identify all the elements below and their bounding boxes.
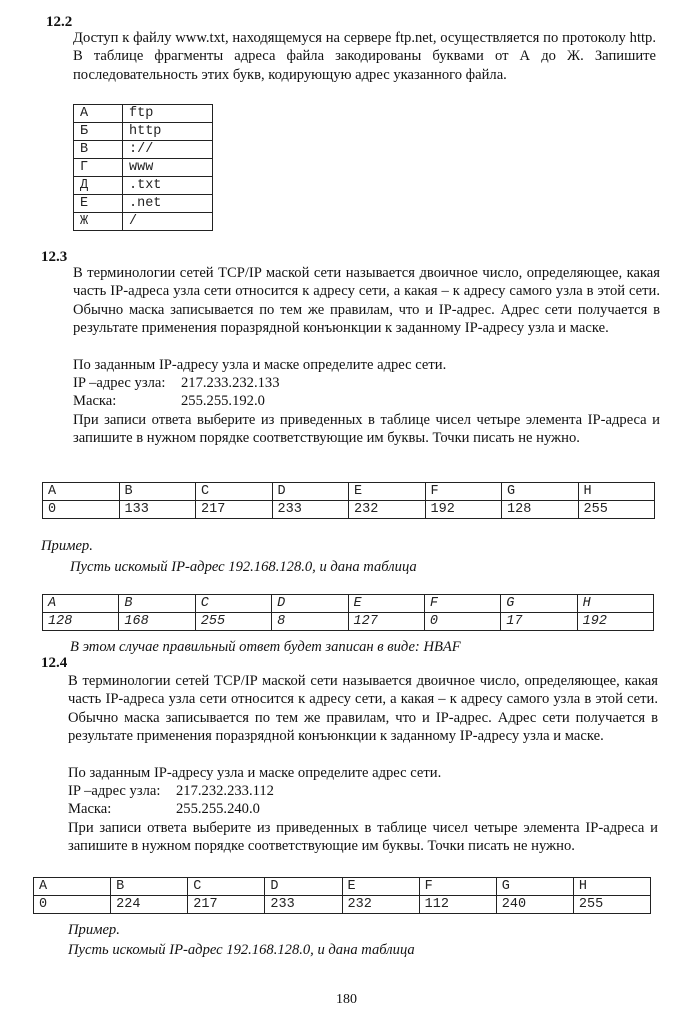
table-row-letters [43,483,655,501]
letter-cell: B [119,483,196,501]
value-cell: 232 [342,896,419,914]
fragment-cell: ftp [123,105,213,123]
value-cell: 224 [111,896,188,914]
fragment-cell: http [123,123,213,141]
task-12-4-instruction: При записи ответа выберите из приведенных в таблице чисел четыре элемента IP-адреса и запишите в нужном порядке соответствующие им буквы. Точки писать не нужно. [68,820,658,855]
letter-cell: H [578,483,655,501]
value-cell: 255 [573,896,650,914]
letter-cell: G [501,595,577,613]
task-12-3-instruction: При записи ответа выберите из приведенных в таблице чисел четыре элемента IP-адреса и запишите в нужном порядке соответствующие им буквы. Точки писать не нужно. [73,412,660,447]
letter-cell: B [119,595,195,613]
value-cell: 8 [272,613,348,631]
task-12-3-values-table [42,482,655,519]
value-cell: 168 [119,613,195,631]
letter-cell: B [111,878,188,896]
letter-cell: Ж [74,213,123,231]
value-cell: 0 [424,613,500,631]
fragment-cell: / [123,213,213,231]
letter-cell: А [74,105,123,123]
value-cell: 233 [265,896,342,914]
fragment-cell: .net [123,195,213,213]
mask-label: Маска: [68,801,112,817]
value-cell: 255 [578,501,655,519]
table-row [74,123,213,141]
letter-cell: G [496,878,573,896]
fragment-cell: .txt [123,177,213,195]
example-values-table [42,594,654,631]
letter-cell: A [43,595,119,613]
value-cell: 127 [348,613,424,631]
letter-cell: C [195,595,271,613]
letter-cell: Г [74,159,123,177]
table-row-values [43,613,654,631]
table-row [74,177,213,195]
letter-cell: A [34,878,111,896]
letter-cell: G [502,483,579,501]
value-cell: 255 [195,613,271,631]
value-cell: 192 [577,613,653,631]
mask-value: 255.255.192.0 [181,393,265,409]
letter-cell: D [272,595,348,613]
task-12-4-ip-row [68,782,274,800]
letter-cell: F [424,595,500,613]
ip-label: IP –адрес узла: [73,375,166,391]
example-intro: Пусть искомый IP-адрес 192.168.128.0, и дана таблица [68,942,415,958]
ip-label: IP –адрес узла: [68,783,161,799]
task-12-4-values-table [33,877,651,914]
table-row [74,213,213,231]
table-row-values [34,896,651,914]
example-intro: Пусть искомый IP-адрес 192.168.128.0, и дана таблица [70,559,417,575]
value-cell: 192 [425,501,502,519]
table-row [74,195,213,213]
page-number: 180 [336,992,357,1007]
letter-cell: Е [74,195,123,213]
value-cell: 0 [34,896,111,914]
letter-cell: E [342,878,419,896]
task-12-2-code-table [73,104,213,231]
letter-cell: C [196,483,273,501]
letter-cell: C [188,878,265,896]
ip-value: 217.232.233.112 [176,783,274,799]
task-12-3-text: В терминологии сетей TCP/IP маской сети называется двоичное число, определяющее, какая часть IP-адреса узла сети относится к адресу сети, а какая – к адресу самого узла в этой сети. Обычно маска записывается по тем же правилам, что и IP-адрес. Адрес сети получается в результате применения поразрядной конъюнкции к заданному IP-адресу узла и маске. [73,265,660,337]
task-12-3-mask-row [73,392,265,410]
table-row-letters [43,595,654,613]
letter-cell: E [349,483,426,501]
value-cell: 217 [188,896,265,914]
task-number-12-4: 12.4 [41,655,68,671]
value-cell: 128 [502,501,579,519]
table-row-values [43,501,655,519]
fragment-cell: :// [123,141,213,159]
letter-cell: H [577,595,653,613]
example-label: Пример. [41,538,93,554]
letter-cell: H [573,878,650,896]
letter-cell: F [419,878,496,896]
mask-label: Маска: [73,393,117,409]
task-number-12-3: 12.3 [41,249,68,265]
letter-cell: F [425,483,502,501]
table-row [74,105,213,123]
value-cell: 112 [419,896,496,914]
task-12-4-question: По заданным IP-адресу узла и маске определите адрес сети. [68,765,442,781]
value-cell: 233 [272,501,349,519]
value-cell: 240 [496,896,573,914]
task-12-4-mask-row [68,800,260,818]
task-12-2-text: Доступ к файлу www.txt, находящемуся на сервере ftp.net, осуществляется по протоколу http. В таблице фрагменты адреса файла закодированы буквами от А до Ж. Запишите последовательность этих букв, кодирующую адрес указанного файла. [73,30,656,83]
table-row [74,159,213,177]
task-12-3-question: По заданным IP-адресу узла и маске определите адрес сети. [73,357,447,373]
letter-cell: Б [74,123,123,141]
value-cell: 217 [196,501,273,519]
value-cell: 0 [43,501,120,519]
table-row [74,141,213,159]
task-12-4-text: В терминологии сетей TCP/IP маской сети называется двоичное число, определяющее, какая часть IP-адреса узла сети относится к адресу сети, а какая – к адресу самого узла в этой сети. Обычно маска записывается по тем же правилам, что и IP-адрес. Адрес сети получается в результате применения поразрядной конъюнкции к заданному IP-адресу узла и маске. [68,673,658,745]
letter-cell: E [348,595,424,613]
task-12-3-ip-row [73,374,280,392]
value-cell: 17 [501,613,577,631]
letter-cell: В [74,141,123,159]
value-cell: 128 [43,613,119,631]
value-cell: 232 [349,501,426,519]
example-label: Пример. [68,922,120,938]
letter-cell: A [43,483,120,501]
letter-cell: Д [74,177,123,195]
task-number-12-2: 12.2 [46,14,73,30]
example-answer: В этом случае правильный ответ будет записан в виде: HBAF [70,639,461,655]
mask-value: 255.255.240.0 [176,801,260,817]
table-row-letters [34,878,651,896]
value-cell: 133 [119,501,196,519]
letter-cell: D [272,483,349,501]
letter-cell: D [265,878,342,896]
ip-value: 217.233.232.133 [181,375,280,391]
fragment-cell: www [123,159,213,177]
